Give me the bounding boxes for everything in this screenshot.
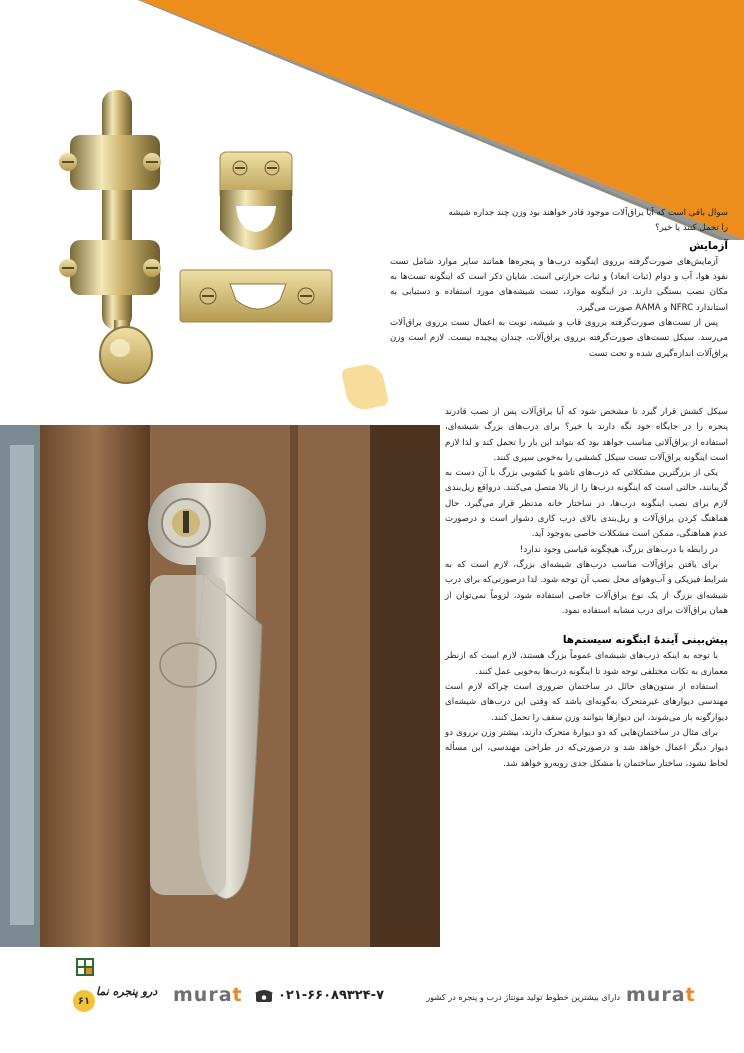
window-handle-photo: [0, 425, 440, 947]
footer-phone: ۰۲۱-۶۶۰۸۹۳۲۴-۷: [278, 988, 385, 1003]
paragraph: با توجه به اینکه درب‌های شیشه‌ای عموماً بزرگ هستند، لازم است که ازنظر معماری به نکات مختلفی توجه شود تا اینگونه درب‌ها به‌خوبی عمل کنند.: [445, 651, 728, 677]
magazine-logo: [68, 958, 102, 984]
section-heading-future: پیش‌بینی آیندهٔ اینگونه سیستم‌ها: [562, 634, 728, 647]
intro-line-2: را تحمل کنند یا خیر؟: [655, 223, 728, 234]
brand-accent: t: [232, 984, 243, 1006]
footer-tagline: دارای بیشترین خطوط تولید مونتاژ درب و پنجره در کشور: [426, 992, 620, 1002]
intro-line-1: سوال باقی است که آیا یراق‌آلات موجود قادر خواهند بود وزن چند جداره شیشه: [448, 208, 728, 218]
article-lower: [445, 405, 728, 772]
paragraph: برای یافتن یراق‌آلات مناسب درب‌های شیشه‌ای بزرگ، لازم است که به شرایط فیزیکی و آب‌وهوای محل نصب آن توجه شود. لذا درصورتی‌که برای درب شیشه‌ای بزرگ از یک نوع یراق‌آلات خاصی استفاده شود، لزوماً نمی‌توان از همان یراق‌آلات برای درب مشابه استفاده نمود.: [445, 559, 728, 616]
brand-text: mura: [173, 984, 233, 1006]
paragraph: آزمایش‌های صورت‌گرفته برروی اینگونه درب‌ها و پنجره‌ها همانند سایر موارد شامل تست نفوذ هوا، آب و دوام (ثبات ابعاد) و ثبات حرارتی است. شایان ذکر است که اینگونه تست‌ها به مکان نصب بستگی دارند. در اینگونه موارد، تست شیشه‌های مورد استفاده و دستیابی به استاندارد NFRC و AAMA صورت می‌گیرد.: [390, 256, 728, 313]
brand-accent: t: [685, 984, 696, 1006]
paragraph: استفاده از ستون‌های حائل در ساختمان ضروری است چراکه لازم است مهندسی دیوارهای غیرمتحرک به‌گونه‌ای باشد که وقتی این درب‌های شیشه‌ای دیوارگونه باز می‌شوند، این دیوارها بتوانند وزن سقف را تحمل کنند.: [445, 682, 728, 723]
paragraph: سیکل کشش قرار گیرد تا مشخص شود که آیا یراق‌آلات پس از نصب قادرند پنجره را در جایگاه خود نگه دارند یا خیر؟ برای درب‌های بزرگ شیشه‌ای، استفاده از یراق‌آلاتی مناسب خواهد بود که بتواند این بار را تحمل کند و لذا لازم است اینگونه یراق‌آلات تست سیکل کششی را به‌خوبی سپری کنند.: [445, 407, 728, 463]
footer: [0, 960, 744, 1053]
paragraph: یکی از بزرگترین مشکلاتی که درب‌های تاشو یا کشویی بزرگ با آن دست به گریبانند، حالتی است که اینگونه درب‌ها را از بالا متصل می‌کنند. درواقع ریل‌بندی لازم برای نصب اینگونه درب‌ها، در ساختار خانه مدنظر قرار می‌گیرد. حال هماهنگ کردن یراق‌آلات و ریل‌بندی بالای درب کاری دشوار است و درصورت عدم هماهنگی، ممکن است مشکلات خاصی به‌وجود آید.: [445, 468, 728, 540]
paragraph: برای مثال در ساختمان‌هایی که دو دیوارهٔ متحرک دارند، بیشتر وزن برروی دو دیوار دیگر اعمال خواهد شد و درصورتی‌که در طراحی مهندسی، این مسأله لحاظ نشود، ساختار ساختمان با مشکل جدی روبه‌رو خواهد شد.: [445, 727, 728, 769]
paragraph: در رابطه با درب‌های بزرگ، هیچگونه قیاسی وجود ندارد!: [519, 544, 718, 555]
brand-text: mura: [626, 984, 686, 1006]
article-upper: [390, 206, 728, 362]
section-heading-test: آزمایش: [689, 239, 728, 252]
paragraph: پس از تست‌های صورت‌گرفته برروی قاب و شیشه، نوبت به اعمال تست برروی یراق‌آلات می‌رسد. سیکل تست‌های صورت‌گرفته برروی یراق‌آلات، چندان پیچیده نیست. لازم است وزن یراق‌آلات اندازه‌گیری شده و تحت تست: [390, 318, 728, 359]
page-number: ۶۱: [73, 990, 95, 1012]
brand-logo-left: [173, 984, 243, 1006]
brand-logo-right: [626, 984, 696, 1006]
magazine-name: درو پنجره نما: [96, 985, 158, 998]
brass-hardware-photo: [40, 80, 390, 400]
phone-icon: [255, 989, 273, 1003]
